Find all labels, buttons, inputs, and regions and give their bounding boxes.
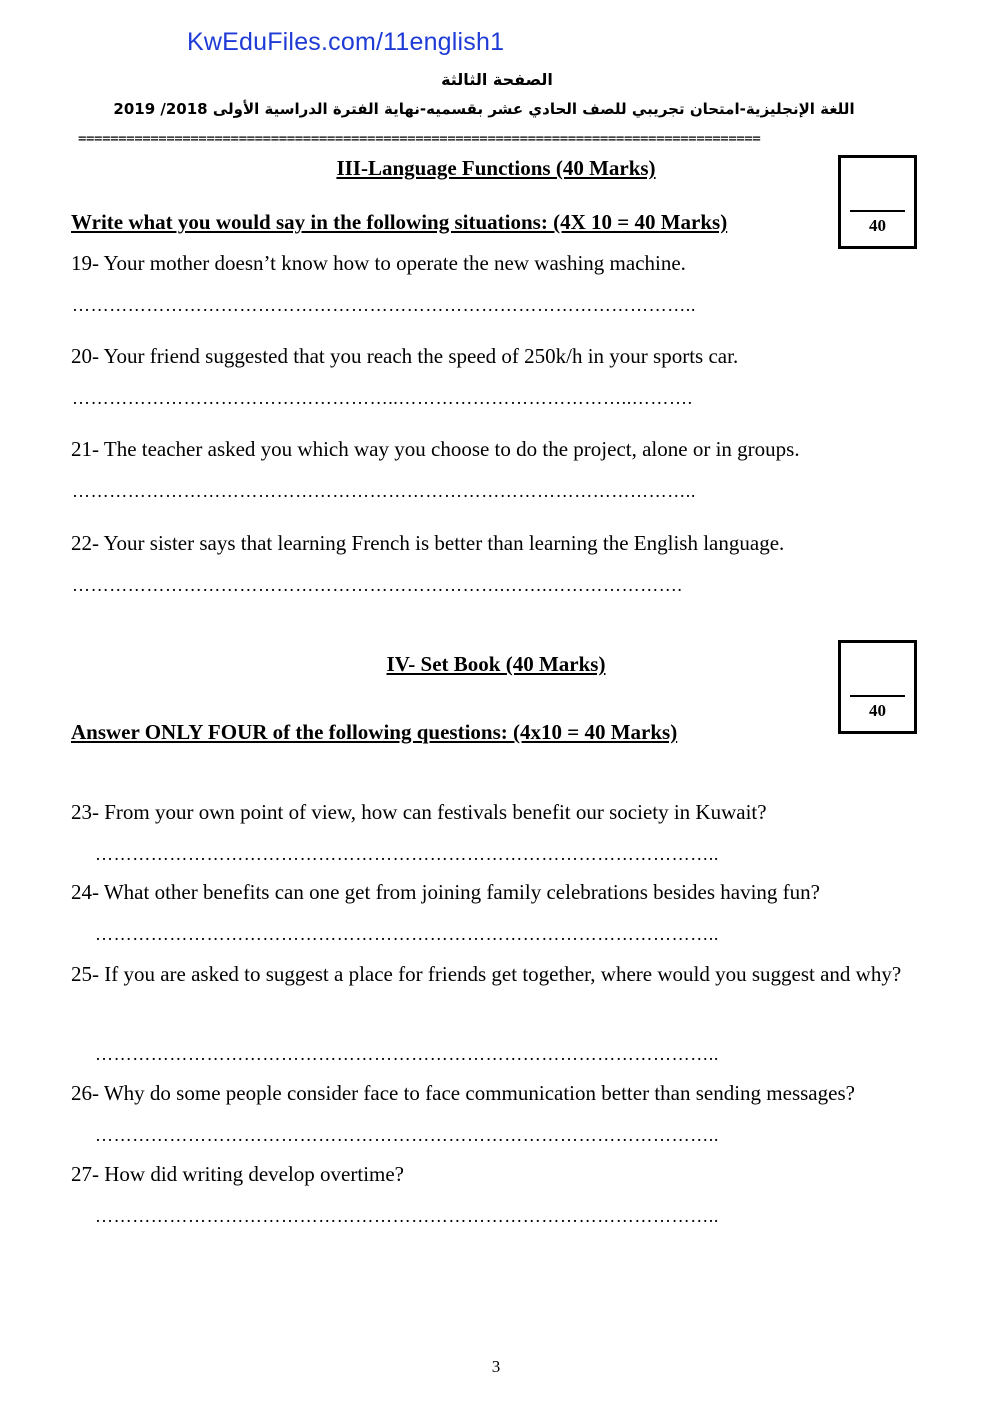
answer-line-26[interactable]: ……………………………………………………………………………………….. xyxy=(95,1125,719,1145)
exam-title-arabic: اللغة الإنجليزية-امتحان تجريبي للصف الحادي عشر بقسميه-نهاية الفترة الدراسية الأولى 2018/ 2019 xyxy=(113,100,855,118)
section-4-mark-value: 40 xyxy=(869,701,886,720)
mark-line xyxy=(850,695,905,697)
question-26: 26- Why do some people consider face to face communication better than sending messages? xyxy=(71,1081,855,1105)
answer-line-22[interactable]: …………………………………………………………….…….…………………. xyxy=(72,575,683,595)
section-3-mark-value: 40 xyxy=(869,216,886,235)
section-3-title: III-Language Functions (40 Marks) xyxy=(336,156,656,180)
page-label-arabic: الصفحة الثالثة xyxy=(441,70,553,89)
section-4-title: IV- Set Book (40 Marks) xyxy=(386,652,606,676)
question-24: 24- What other benefits can one get from joining family celebrations besides having fun? xyxy=(71,880,820,904)
question-27: 27- How did writing develop overtime? xyxy=(71,1162,405,1186)
question-25: 25- If you are asked to suggest a place for friends get together, where would you suggest and why? xyxy=(71,962,902,986)
section-4-instruction: Answer ONLY FOUR of the following questions: (4x10 = 40 Marks) xyxy=(71,720,678,744)
question-19: 19- Your mother doesn’t know how to operate the new washing machine. xyxy=(71,251,686,275)
question-22: 22- Your sister says that learning French is better than learning the English language. xyxy=(71,531,785,555)
section-3-instruction: Write what you would say in the following situations: (4X 10 = 40 Marks) xyxy=(71,210,728,234)
answer-line-24[interactable]: ……………………………………………………………………………………….. xyxy=(95,924,719,944)
mark-line xyxy=(850,210,905,212)
answer-line-19[interactable]: ……………………………………………………………………………………….. xyxy=(72,295,696,315)
question-21: 21- The teacher asked you which way you choose to do the project, alone or in groups. xyxy=(71,437,800,461)
answer-line-20[interactable]: ……………………………………………..………………………………..………. xyxy=(72,388,693,408)
separator-rule: ===================================================================================== xyxy=(78,131,761,147)
section-3-mark-box xyxy=(838,155,917,249)
answer-line-27[interactable]: ……………………………………………………………………………………….. xyxy=(95,1206,719,1226)
question-20: 20- Your friend suggested that you reach the speed of 250k/h in your sports car. xyxy=(71,344,739,368)
answer-line-21[interactable]: ……………………………………………………………………………………….. xyxy=(72,481,696,501)
answer-line-23[interactable]: ……………………………………………………………………………………….. xyxy=(95,844,719,864)
watermark-link[interactable]: KwEduFiles.com/11english1 xyxy=(187,28,505,56)
answer-line-25[interactable]: ……………………………………………………………………………………….. xyxy=(95,1044,719,1064)
question-23: 23- From your own point of view, how can festivals benefit our society in Kuwait? xyxy=(71,800,767,824)
section-4-mark-box xyxy=(838,640,917,734)
page-number: 3 xyxy=(491,1357,501,1376)
